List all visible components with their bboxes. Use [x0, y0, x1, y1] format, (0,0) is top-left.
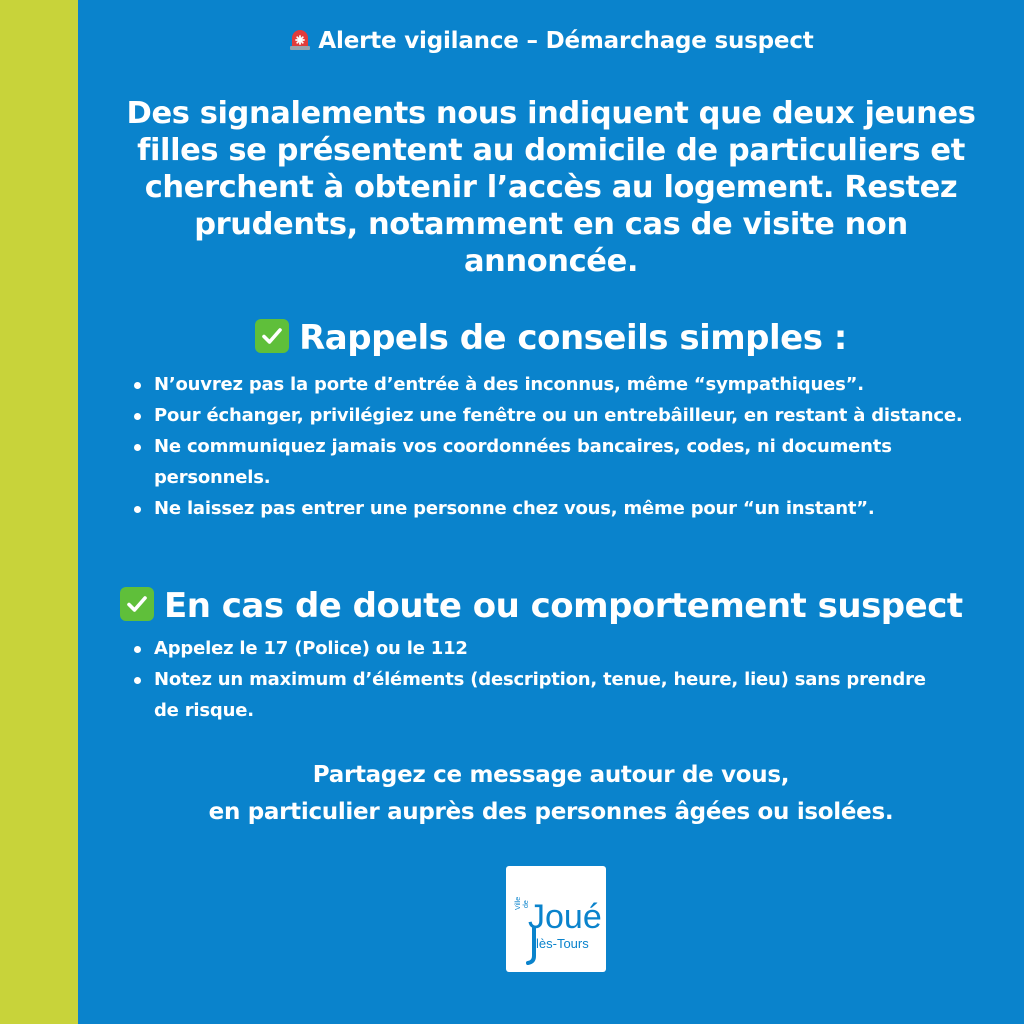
advice-heading-text: Rappels de conseils simples : — [299, 318, 847, 358]
advice-list — [130, 369, 970, 524]
list-item: Ne laissez pas entrer une personne chez vous, même pour “un instant”. — [130, 493, 970, 524]
logo-ville-text: Ville — [515, 896, 522, 910]
doubt-list — [130, 633, 930, 726]
list-item: Ne communiquez jamais vos coordonnées bancaires, codes, ni documents personnels. — [130, 431, 970, 493]
alert-title-text: Alerte vigilance – Démarchage suspect — [318, 28, 814, 54]
logo-subtitle-text: lès-Tours — [536, 936, 589, 951]
announcement-panel — [78, 0, 1024, 1024]
check-mark-button-icon — [120, 587, 154, 621]
lead-paragraph: Des signalements nous indiquent que deux jeunes filles se présentent au domicile de particuliers et cherchent à obtenir l’accès au logement. Restez prudents, notamment en cas de visite non annoncée. — [126, 96, 976, 279]
share-line-2: en particulier auprès des personnes âgées ou isolées. — [208, 799, 894, 825]
city-logo-mark — [506, 866, 606, 972]
side-accent-band — [0, 0, 78, 1024]
alert-title — [78, 27, 1024, 54]
logo-de-text: de — [523, 900, 530, 908]
share-message — [78, 757, 1024, 831]
list-item: N’ouvrez pas la porte d’entrée à des inconnus, même “sympathiques”. — [130, 369, 970, 400]
check-mark-button-icon — [255, 319, 289, 353]
city-logo — [506, 866, 606, 972]
share-line-1: Partagez ce message autour de vous, — [312, 762, 790, 788]
advice-heading — [78, 318, 1024, 358]
logo-name-text: Joué — [528, 898, 602, 936]
rotating-light-icon — [288, 27, 312, 51]
doubt-heading-text: En cas de doute ou comportement suspect — [164, 586, 963, 626]
list-item: Pour échanger, privilégiez une fenêtre ou un entrebâilleur, en restant à distance. — [130, 400, 970, 431]
list-item: Appelez le 17 (Police) ou le 112 — [130, 633, 930, 664]
doubt-heading — [120, 586, 1000, 626]
list-item: Notez un maximum d’éléments (description, tenue, heure, lieu) sans prendre de risque. — [130, 664, 930, 726]
